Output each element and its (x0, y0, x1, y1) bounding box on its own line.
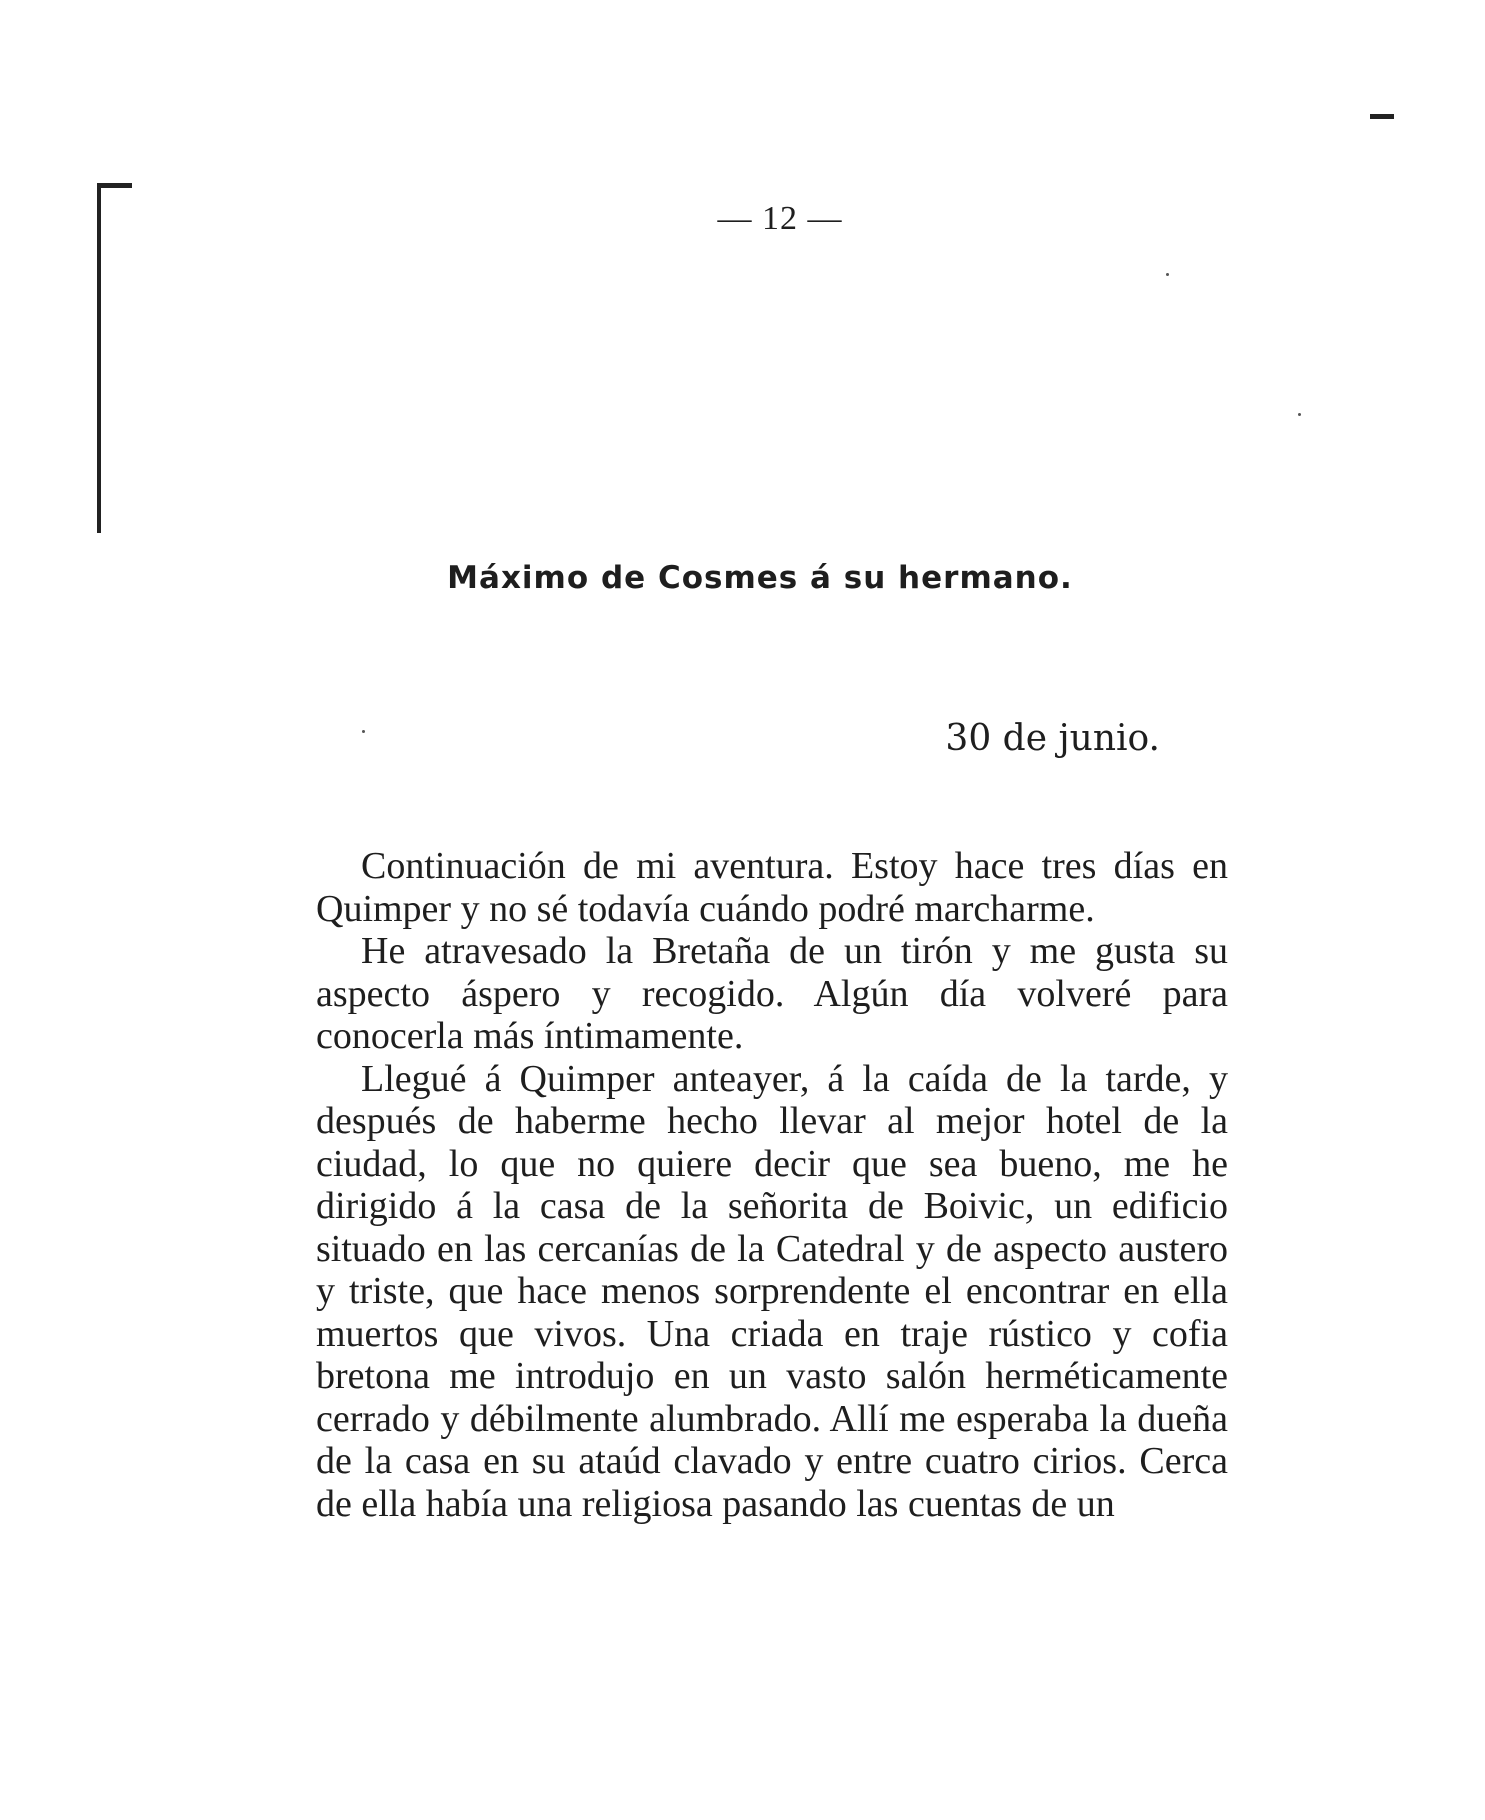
print-speck (1166, 273, 1169, 276)
corner-mark (1370, 114, 1394, 119)
page-edge-mark (97, 183, 101, 533)
print-speck (1298, 413, 1301, 416)
page-edge-mark-top (97, 183, 132, 188)
paragraph: Llegué á Quimper anteayer, á la caída de la tarde, y después de haberme hecho llevar al mejor hotel de la ciudad, lo que no quiere decir que sea bueno, me he dirigido á la casa de la señorita de Boivic, un edificio situado en las cercanías de la Catedral y de aspecto austero y triste, que hace menos sorprendente el encontrar en ella muertos que vivos. Una criada en traje rústico y cofia bretona me introdujo en un vasto salón herméticamente cerrado y débilmente alumbrado. Allí me esperaba la dueña de la casa en su ataúd clavado y entre cuatro cirios. Cerca de ella había una religiosa pasando las cuentas de un (316, 1057, 1228, 1525)
print-speck (362, 730, 365, 733)
letter-date: 30 de junio. (945, 718, 1160, 759)
letter-heading: Máximo de Cosmes á su hermano. (447, 560, 1073, 596)
page-number: — 12 — (717, 200, 843, 237)
letter-body (316, 845, 1228, 1525)
paragraph: He atravesado la Bretaña de un tirón y me gusta su aspecto áspero y recogido. Algún día volveré para conocerla más íntimamente. (316, 930, 1228, 1057)
paragraph: Continuación de mi aventura. Estoy hace tres días en Quimper y no sé todavía cuándo podré marcharme. (316, 845, 1228, 930)
